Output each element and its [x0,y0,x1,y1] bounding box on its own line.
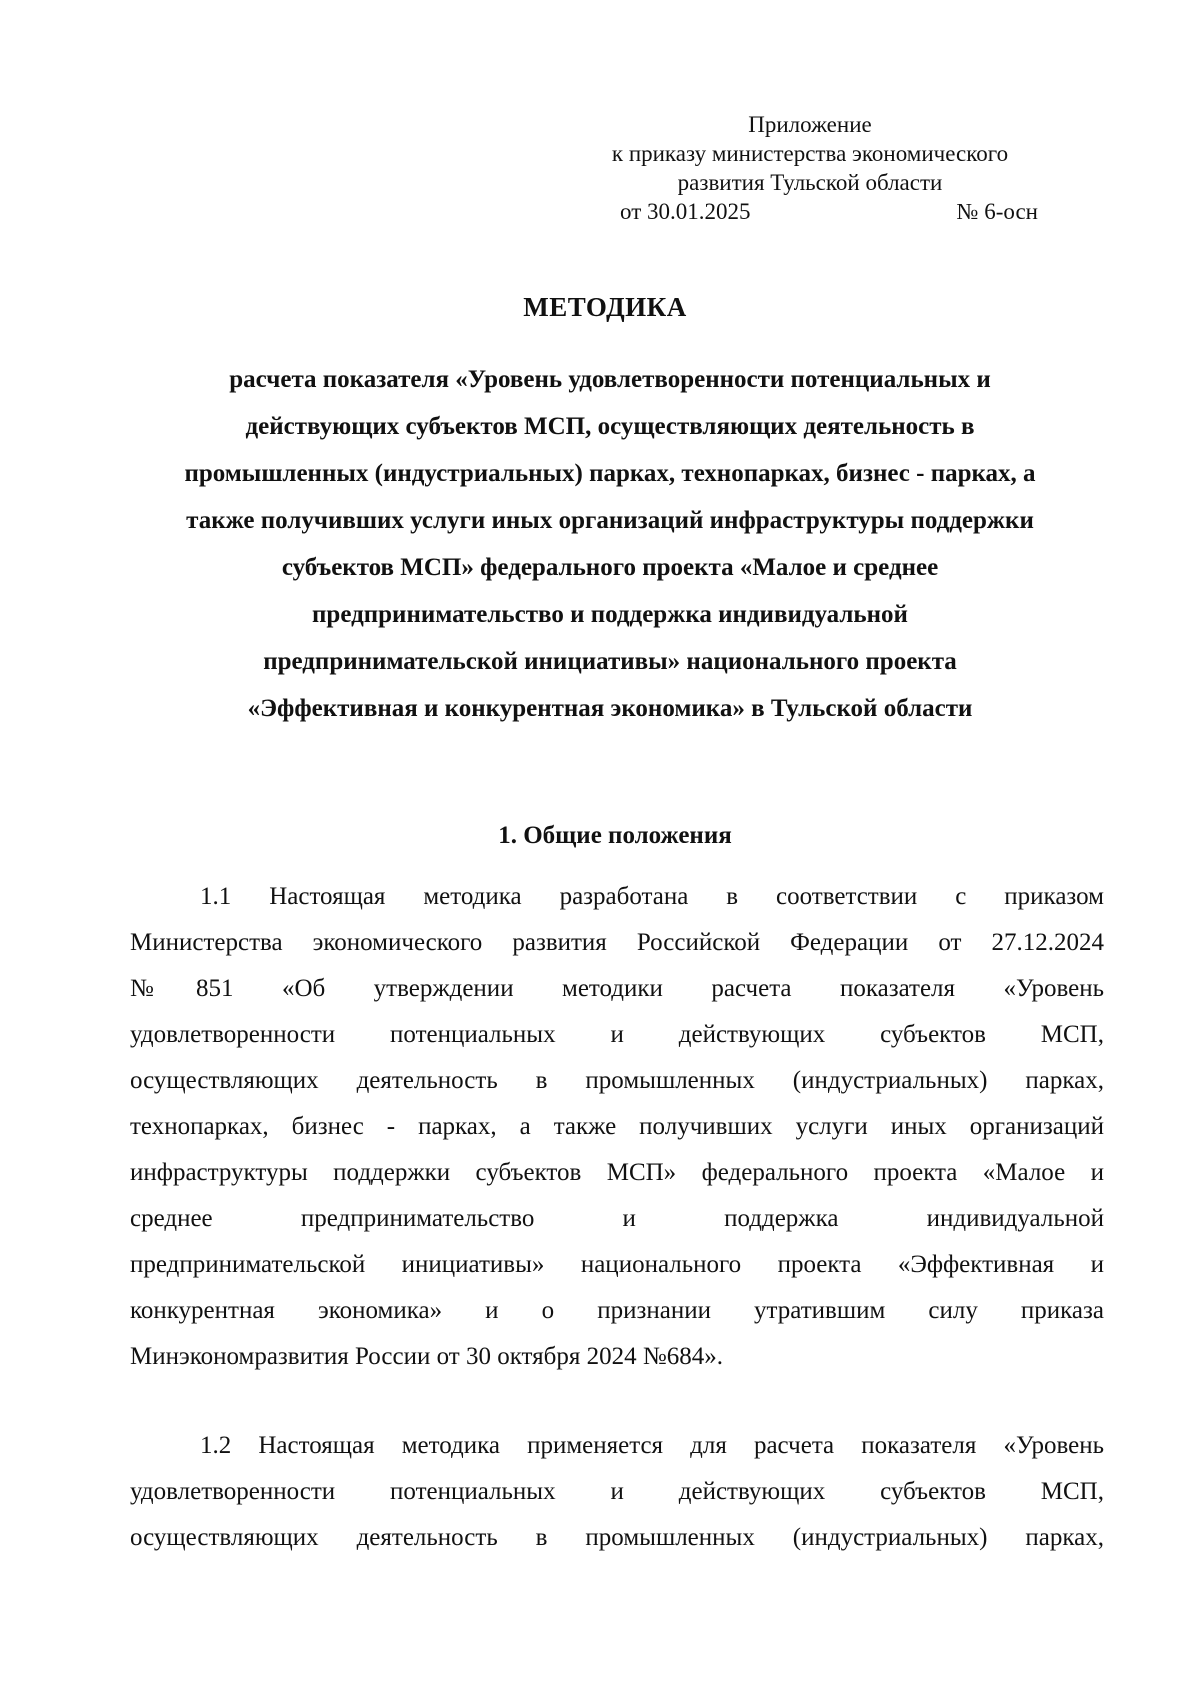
paragraph-line: удовлетворенности потенциальных и действующих субъектов МСП, [130,1478,1104,1505]
paragraph-line: 1.2 Настоящая методика применяется для расчета показателя «Уровень [200,1432,1104,1459]
paragraph-1-2 [130,1423,1104,1561]
document-title: МЕТОДИКА [523,292,687,322]
paragraph-line: 1.1 Настоящая методика разработана в соответствии с приказом [200,883,1104,910]
paragraph-line: среднее предпринимательство и поддержка индивидуальной [130,1205,1104,1232]
appendix-label: Приложение [748,112,872,137]
paragraph-1-1 [130,874,1104,1380]
paragraph-line: удовлетворенности потенциальных и действующих субъектов МСП, [130,1021,1104,1048]
subtitle-line: расчета показателя «Уровень удовлетворенности потенциальных и [229,366,991,393]
appendix-order-line [560,197,1060,226]
subtitle-line: субъектов МСП» федерального проекта «Малое и среднее [281,554,939,581]
paragraph-line: №851 «Об утверждении методики расчета показателя «Уровень [130,975,1104,1002]
paragraph-line: конкурентная экономика» и о признании утратившим силу приказа [130,1297,1104,1324]
subtitle-line: предпринимательство и поддержка индивидуальной [312,601,908,628]
subtitle-line: также получивших услуги иных организаций инфраструктуры поддержки [186,507,1034,534]
appendix-order-ref: к приказу министерства экономического [611,141,1009,166]
subtitle-line: действующих субъектов МСП, осуществляющих деятельность в [245,413,975,440]
appendix-ministry: развития Тульской области [677,170,943,195]
subtitle-line: промышленных (индустриальных) парках, технопарках, бизнес - парках, а [184,460,1036,487]
appendix-block [560,110,1060,226]
paragraph-line: осуществляющих деятельность в промышленных (индустриальных) парках, [130,1524,1104,1551]
paragraph-line: инфраструктуры поддержки субъектов МСП» федерального проекта «Малое и [130,1159,1104,1186]
appendix-date: от 30.01.2025 [620,199,751,224]
paragraph-line: Минэкономразвития России от 30 октября 2024 №684». [130,1343,723,1370]
section-heading: 1. Общие положения [498,822,732,849]
paragraph-line: технопарках, бизнес - парках, а также получивших услуги иных организаций [130,1113,1104,1140]
appendix-number: № 6-осн [956,199,1038,224]
subtitle-line: «Эффективная и конкурентная экономика» в Тульской области [247,695,973,722]
paragraph-line: Министерства экономического развития Российской Федерации от 27.12.2024 [130,929,1104,956]
subtitle-line: предпринимательской инициативы» национального проекта [263,648,957,675]
paragraph-line: осуществляющих деятельность в промышленных (индустриальных) парках, [130,1067,1104,1094]
paragraph-line: предпринимательской инициативы» национального проекта «Эффективная и [130,1251,1104,1278]
document-subtitle [120,356,1100,732]
